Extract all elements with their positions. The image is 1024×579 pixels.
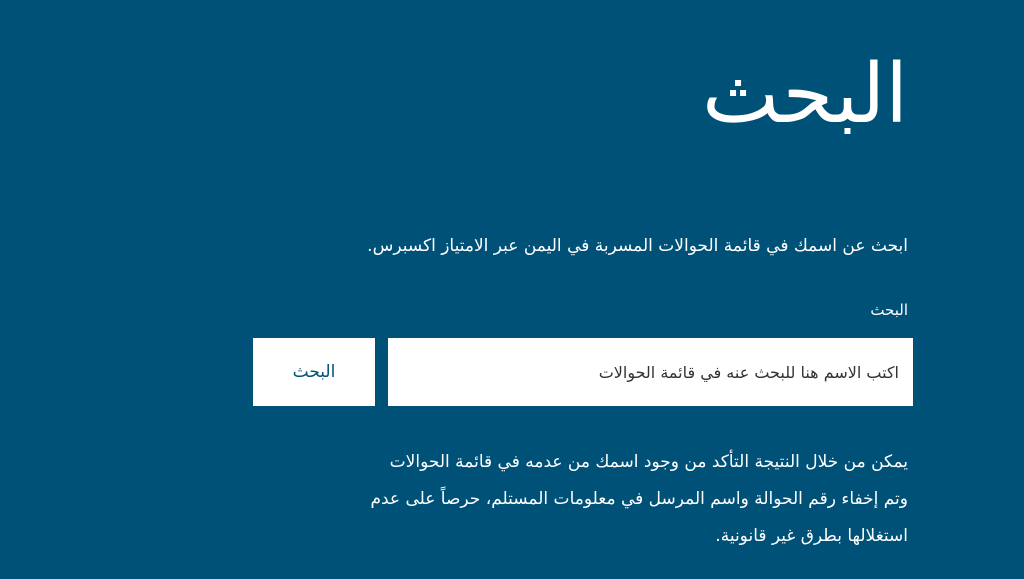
disclaimer-text <box>248 444 908 555</box>
disclaimer-line: استغلالها بطرق غير قانونية. <box>715 526 908 546</box>
intro-text: ابحث عن اسمك في قائمة الحوالات المسربة في اليمن عبر الامتياز اكسبرس. <box>367 236 908 256</box>
search-input[interactable] <box>388 338 913 406</box>
search-form <box>253 338 913 406</box>
search-label: البحث <box>870 301 908 319</box>
disclaimer-line: يمكن من خلال النتيجة التأكد من وجود اسمك من عدمه في قائمة الحوالات <box>389 452 908 472</box>
search-button[interactable]: البحث <box>253 338 375 406</box>
disclaimer-line: وتم إخفاء رقم الحوالة واسم المرسل في معلومات المستلم، حرصاً على عدم <box>370 489 908 509</box>
page-title: البحث <box>702 47 908 142</box>
